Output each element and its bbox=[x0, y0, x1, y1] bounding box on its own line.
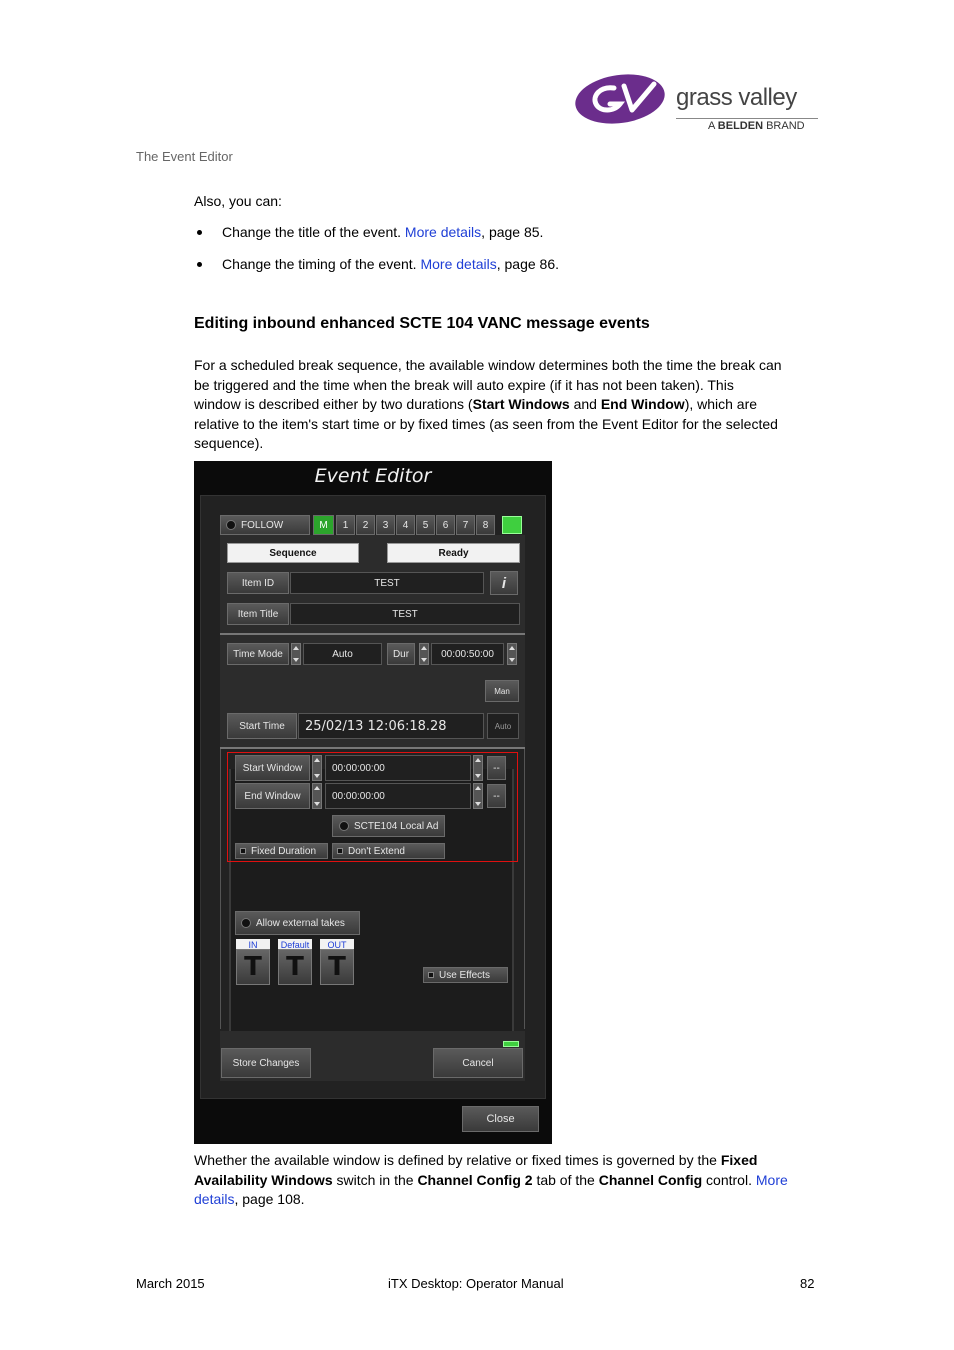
out-label: OUT bbox=[320, 939, 354, 950]
time-mode-spinner[interactable] bbox=[291, 643, 301, 665]
footer-title: iTX Desktop: Operator Manual bbox=[388, 1276, 564, 1291]
more-details-link-3a[interactable]: More bbox=[755, 1171, 788, 1188]
footer-date: March 2015 bbox=[136, 1276, 205, 1291]
follow-toggle[interactable]: FOLLOW bbox=[220, 515, 310, 535]
time-mode-label: Time Mode bbox=[227, 643, 289, 665]
footer-page-number: 82 bbox=[800, 1276, 815, 1291]
dur-spinner-right[interactable] bbox=[507, 643, 517, 665]
logo-rule bbox=[676, 118, 818, 119]
store-changes-button[interactable]: Store Changes bbox=[221, 1048, 311, 1078]
bullet-2-dot bbox=[197, 262, 202, 267]
channel-2[interactable]: 2 bbox=[356, 515, 375, 535]
take-out-button[interactable]: T bbox=[320, 949, 354, 985]
dur-label: Dur bbox=[387, 643, 415, 665]
take-default-button[interactable]: T bbox=[278, 949, 312, 985]
logo-tagline: A BELDEN BRAND bbox=[708, 120, 805, 132]
scte104-local-ad-toggle[interactable]: SCTE104 Local Ad bbox=[332, 815, 445, 837]
in-label: IN bbox=[236, 939, 270, 950]
gv-logo-icon bbox=[574, 72, 670, 126]
item-title-label: Item Title bbox=[227, 603, 289, 625]
close-button[interactable]: Close bbox=[462, 1106, 539, 1132]
channel-m[interactable]: M bbox=[313, 515, 334, 535]
fixed-duration-checkbox[interactable]: Fixed Duration bbox=[235, 843, 328, 859]
event-editor-title: Event Editor bbox=[314, 465, 432, 487]
intro-text: Also, you can: bbox=[194, 193, 282, 209]
start-time-field[interactable]: 25/02/13 12:06:18.28 bbox=[298, 713, 484, 739]
bullet-1: Change the title of the event. More details, page 85. bbox=[222, 224, 544, 240]
more-details-link-2[interactable]: More details bbox=[420, 256, 497, 272]
channel-6[interactable]: 6 bbox=[436, 515, 455, 535]
end-window-label: End Window bbox=[235, 783, 310, 809]
man-button[interactable]: Man bbox=[485, 680, 519, 702]
start-time-label: Start Time bbox=[227, 713, 297, 739]
take-in-button[interactable]: T bbox=[236, 949, 270, 985]
dur-spinner-left[interactable] bbox=[419, 643, 429, 665]
status-indicator bbox=[502, 516, 522, 534]
channel-4[interactable]: 4 bbox=[396, 515, 415, 535]
event-editor-screenshot bbox=[194, 461, 552, 1144]
ready-status: Ready bbox=[387, 543, 520, 563]
more-details-link-1[interactable]: More details bbox=[404, 224, 482, 240]
item-title-field[interactable]: TEST bbox=[290, 603, 520, 625]
start-window-label: Start Window bbox=[235, 755, 310, 781]
bullet-2: Change the timing of the event. More details, page 86. bbox=[222, 256, 560, 272]
follow-led-icon bbox=[226, 520, 236, 530]
end-window-dash-button[interactable]: -- bbox=[487, 784, 506, 808]
cancel-button[interactable]: Cancel bbox=[433, 1048, 523, 1078]
logo-wordmark: grass valley bbox=[676, 84, 797, 111]
highlight-box bbox=[227, 752, 518, 862]
default-label: Default bbox=[278, 939, 312, 950]
section-header: The Event Editor bbox=[136, 149, 233, 164]
item-id-field[interactable]: TEST bbox=[290, 572, 484, 594]
channel-5[interactable]: 5 bbox=[416, 515, 435, 535]
use-effects-checkbox[interactable]: Use Effects bbox=[423, 967, 508, 983]
external-led-icon bbox=[241, 918, 251, 928]
channel-3[interactable]: 3 bbox=[376, 515, 395, 535]
bullet-1-dot bbox=[197, 230, 202, 235]
section-heading: Editing inbound enhanced SCTE 104 VANC message events bbox=[194, 315, 650, 332]
more-details-link-3b[interactable]: details bbox=[194, 1191, 235, 1208]
dont-extend-checkbox[interactable]: Don't Extend bbox=[332, 843, 445, 859]
grass-valley-logo bbox=[574, 70, 824, 136]
start-window-field[interactable]: 00:00:00:00 bbox=[325, 755, 471, 781]
info-icon[interactable]: i bbox=[490, 571, 518, 595]
channel-1[interactable]: 1 bbox=[336, 515, 355, 535]
sequence-tab[interactable]: Sequence bbox=[227, 543, 359, 563]
divider bbox=[220, 633, 525, 635]
store-indicator bbox=[503, 1041, 519, 1047]
allow-external-takes-toggle[interactable]: Allow external takes bbox=[235, 911, 360, 935]
end-window-field[interactable]: 00:00:00:00 bbox=[325, 783, 471, 809]
channel-7[interactable]: 7 bbox=[456, 515, 475, 535]
channel-8[interactable]: 8 bbox=[476, 515, 495, 535]
dur-value[interactable]: 00:00:50:00 bbox=[431, 643, 504, 665]
paragraph-2: Whether the available window is defined by relative or fixed times is governed by the Fixed Availability Windows switch in the Channel Config 2 tab of the Channel Config control. More details, page 108. bbox=[194, 1152, 788, 1208]
auto-button[interactable]: Auto bbox=[487, 713, 519, 739]
paragraph-1: For a scheduled break sequence, the available window determines both the time the break can be triggered and the time when the break will auto expire (if it has not been taken). This window is described either by two durations (Start Windows and End Window), which are relative to the item's start time or by fixed times (as seen from the Event Editor for the selected sequence). bbox=[194, 357, 782, 452]
item-id-label: Item ID bbox=[227, 572, 289, 594]
start-window-dash-button[interactable]: -- bbox=[487, 756, 506, 780]
checkbox-icon bbox=[428, 972, 434, 978]
time-mode-value[interactable]: Auto bbox=[303, 643, 382, 665]
